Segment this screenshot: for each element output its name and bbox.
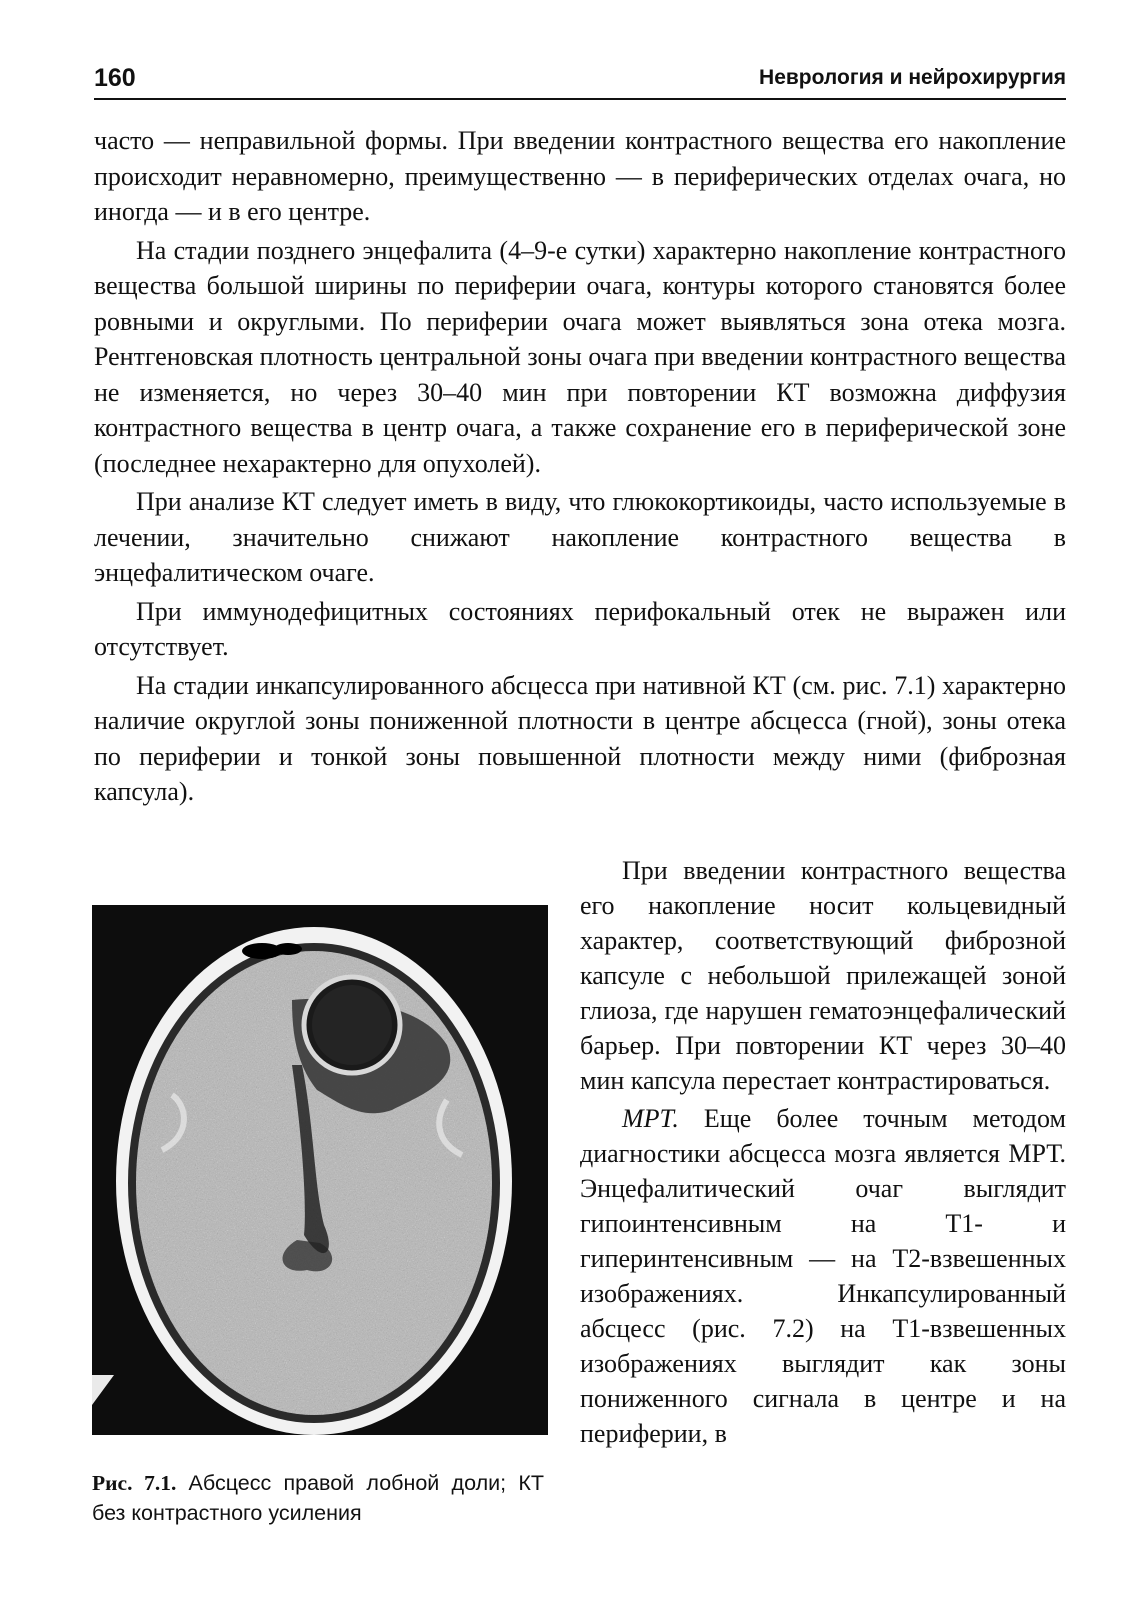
figure-caption xyxy=(92,1468,544,1528)
paragraph-5: На стадии инкапсулированного абсцесса при нативной КТ (см. рис. 7.1) характерно наличие округлой зоны пониженной плотности в центре абсцесса (гной), зоны отека по периферии и тонкой зоны повышенной плотности между ними (фиброзная капсула). xyxy=(94,670,1066,806)
paragraph-3: При анализе КТ следует иметь в виду, что глюкокортикоиды, часто используемые в лечении, значительно снижают накопление контрастного вещества в энцефалитическом очаге. xyxy=(94,487,1066,587)
caption-label: Рис. 7.1. xyxy=(92,1471,177,1495)
body-text xyxy=(94,123,1066,813)
paragraph-2: На стадии позднего энцефалита (4–9-е сутки) характерно накопление контрастного вещества большой ширины по периферии очага, контуры которого становятся более ровными и округлыми. По периферии очага может выявляться зона отека мозга. Рентгеновская плотность центральной зоны очага при введении контрастного вещества не изменяется, но через 30–40 мин при повторении КТ возможна диффузия контрастного вещества в центр очага, а также сохранение его в периферической зоне (последнее нехарактерно для опухолей). xyxy=(94,235,1066,478)
paragraph-6: При введении контрастного вещества его накопление носит кольцевидный характер, соответствующий фиброзной капсуле с небольшой прилежащей зоной глиоза, где нарушен гематоэнцефалический барьер. При повторении КТ через 30–40 мин капсула перестает контрастироваться. xyxy=(580,856,1066,1095)
ct-scan-image xyxy=(92,905,548,1435)
ct-scan-figure xyxy=(92,905,548,1435)
paragraph-7-text: Еще более точным методом диагностики абсцесса мозга является МРТ. Энцефалитический очаг выглядит гипоинтенсивным на Т1- и гиперинтенсивным — на Т2-взвешенных изображениях. Инкапсулированный абсцесс (рис. 7.2) на Т1-взвешенных изображениях выглядит как зоны пониженного сигнала в центре и на периферии, в xyxy=(580,1104,1066,1448)
paragraph-1: часто — неправильной формы. При введении контрастного вещества его накопление происходит неравномерно, преимущественно — в периферических отделах очага, но иногда — и в его центре. xyxy=(94,126,1066,226)
abscess-cavity xyxy=(312,985,392,1065)
paragraph-4: При иммунодефицитных состояниях перифокальный отек не выражен или отсутствует. xyxy=(94,596,1066,661)
running-head: Неврология и нейрохирургия xyxy=(759,66,1066,89)
caption-text: Абсцесс правой лобной доли; КТ без контрастного усиления xyxy=(92,1471,544,1525)
side-column-text xyxy=(580,853,1066,1454)
page-number: 160 xyxy=(94,64,136,92)
page-header xyxy=(94,60,1066,100)
paragraph-7 xyxy=(580,1101,1066,1451)
mri-label: МРТ. xyxy=(622,1104,679,1133)
